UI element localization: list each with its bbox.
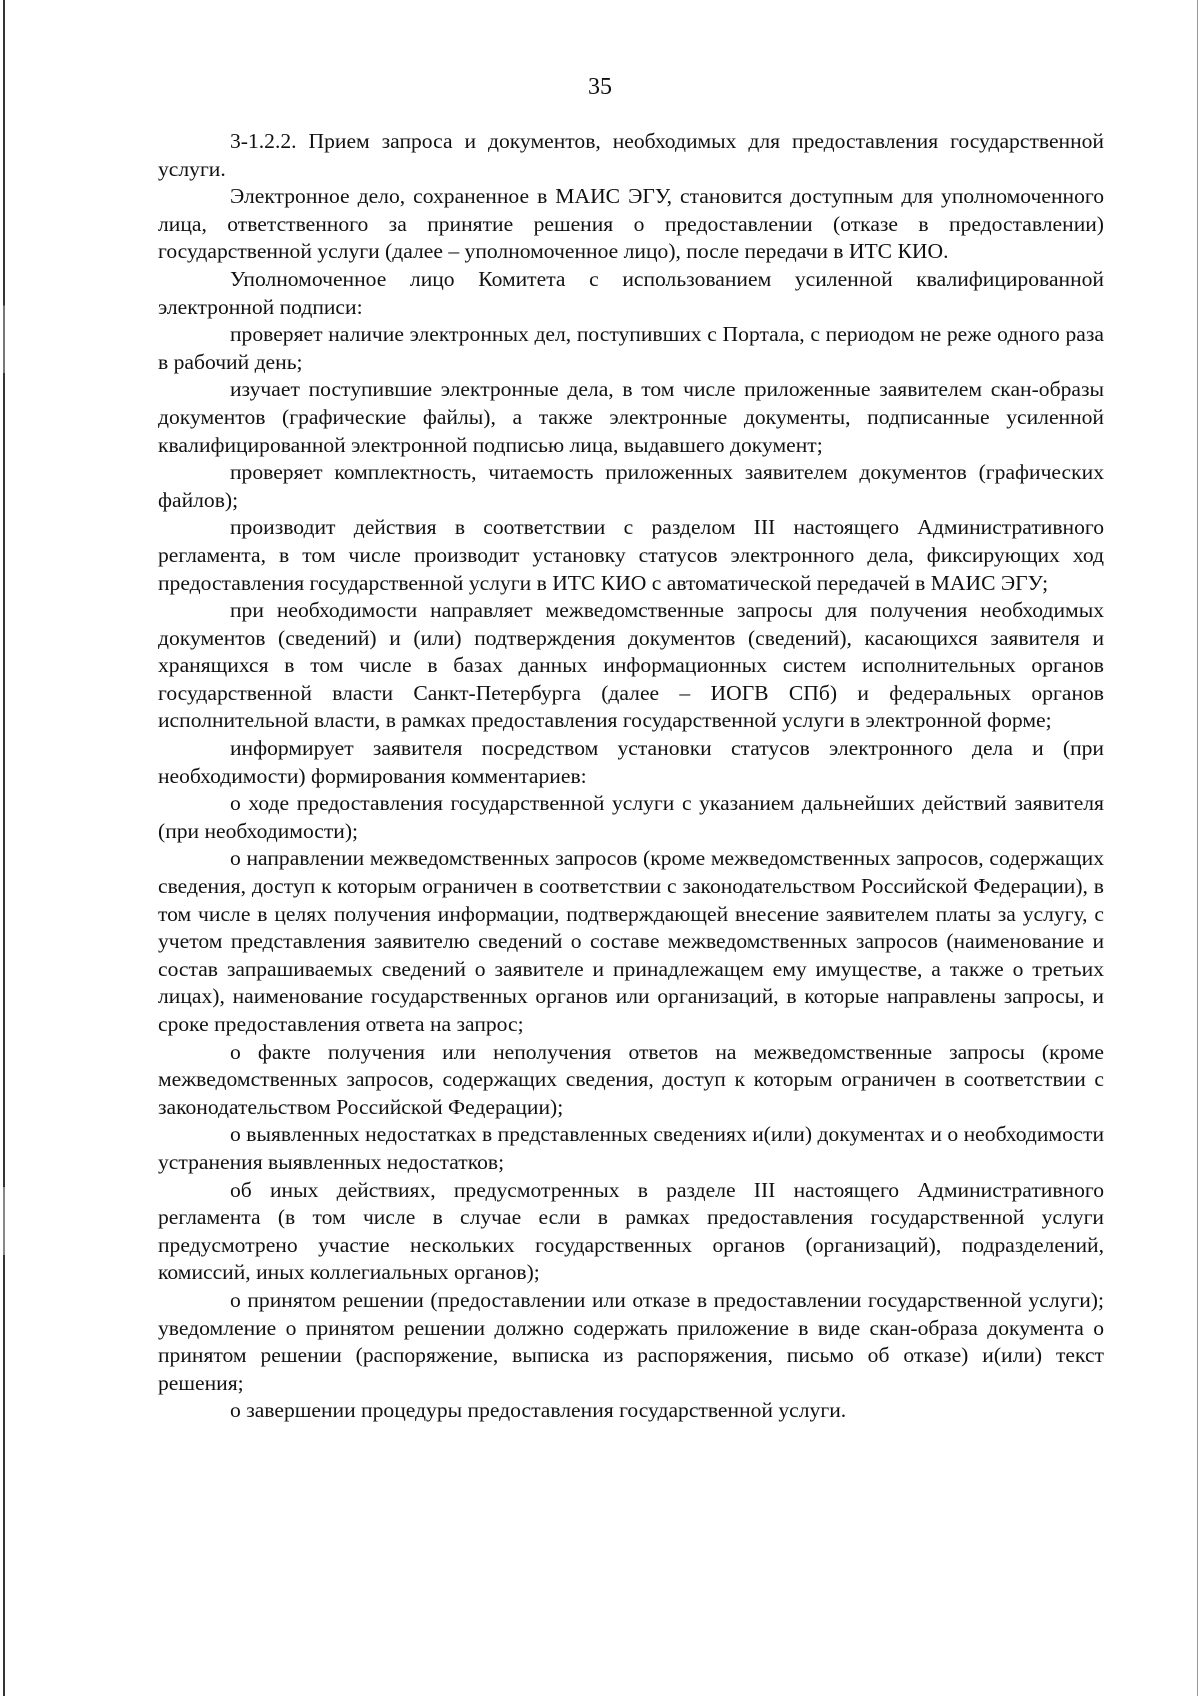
paragraph: о выявленных недостатках в представленных сведениях и(или) документах и о необходимости устранения выявленных недостатков; [158,1122,1104,1174]
page-number: 35 [588,74,612,100]
document-body [158,128,1104,1425]
paragraph: при необходимости направляет межведомственные запросы для получения необходимых документов (сведений) и (или) подтверждения документов (сведений), касающихся заявителя и хранящихся в том числе в базах данных информационных систем исполнительных органов государственной власти Санкт-Петербурга (далее – ИОГВ СПб) и федеральных органов исполнительной власти, в рамках предоставления государственной услуги в электронной форме; [158,598,1104,733]
paragraph: об иных действиях, предусмотренных в разделе III настоящего Административного регламента (в том числе в случае если в рамках предоставления государственной услуги предусмотрено участие нескольких государственных органов (организаций), подразделений, комиссий, иных коллегиальных органов); [158,1177,1104,1285]
paragraph: изучает поступившие электронные дела, в том числе приложенные заявителем скан-образы документов (графические файлы), а также электронные документы, подписанные усиленной квалифицированной электронной подписью лица, выдавшего документ; [158,377,1104,457]
paragraph: 3-1.2.2. Прием запроса и документов, необходимых для предоставления государственной услуги. [158,129,1104,181]
paragraph: о направлении межведомственных запросов (кроме межведомственных запросов, содержащих сведения, доступ к которым ограничен в соответствии с законодательством Российской Федерации), в том числе в целях получения информации, подтверждающей внесение заявителем платы за услугу, с учетом представления заявителю сведений о составе межведомственных запросов (наименование и состав запрашиваемых сведений о заявителе и принадлежащем ему имуществе, а также о третьих лицах), наименование государственных органов или организаций, в которые направлены запросы, и сроке предоставления ответа на запрос; [158,846,1104,1036]
scan-edge-left [3,0,5,1696]
paragraph: информирует заявителя посредством установки статусов электронного дела и (при необходимости) формирования комментариев: [158,736,1104,788]
scan-edge-right [1197,0,1198,1696]
paragraph: о принятом решении (предоставлении или отказе в предоставлении государственной услуги); уведомление о принятом решении должно содержать приложение в виде скан-образа документа о принятом решении (распоряжение, выписка из распоряжения, письмо об отказе) и(или) текст решения; [158,1287,1104,1395]
paragraph: о факте получения или неполучения ответов на межведомственные запросы (кроме межведомственных запросов, содержащих сведения, доступ к которым ограничен в соответствии с законодательством Российской Федерации); [158,1039,1104,1119]
paragraph: о ходе предоставления государственной услуги с указанием дальнейших действий заявителя (при необходимости); [158,791,1104,843]
paragraph: Электронное дело, сохраненное в МАИС ЭГУ, становится доступным для уполномоченного лица, ответственного за принятие решения о предоставлении (отказе в предоставлении) государственной услуги (далее – уполномоченное лицо), после передачи в ИТС КИО. [158,184,1104,264]
paragraph: Уполномоченное лицо Комитета с использованием усиленной квалифицированной электронной подписи: [158,266,1104,319]
paragraph: проверяет комплектность, читаемость приложенных заявителем документов (графических файлов); [158,460,1104,512]
paragraph: производит действия в соответствии с разделом III настоящего Административного регламента, в том числе производит установку статусов электронного дела, фиксирующих ход предоставления государственной услуги в ИТС КИО с автоматической передачей в МАИС ЭГУ; [158,515,1104,595]
paragraph: проверяет наличие электронных дел, поступивших с Портала, с периодом не реже одного раза в рабочий день; [158,322,1104,374]
paragraph: о завершении процедуры предоставления государственной услуги. [230,1398,847,1423]
